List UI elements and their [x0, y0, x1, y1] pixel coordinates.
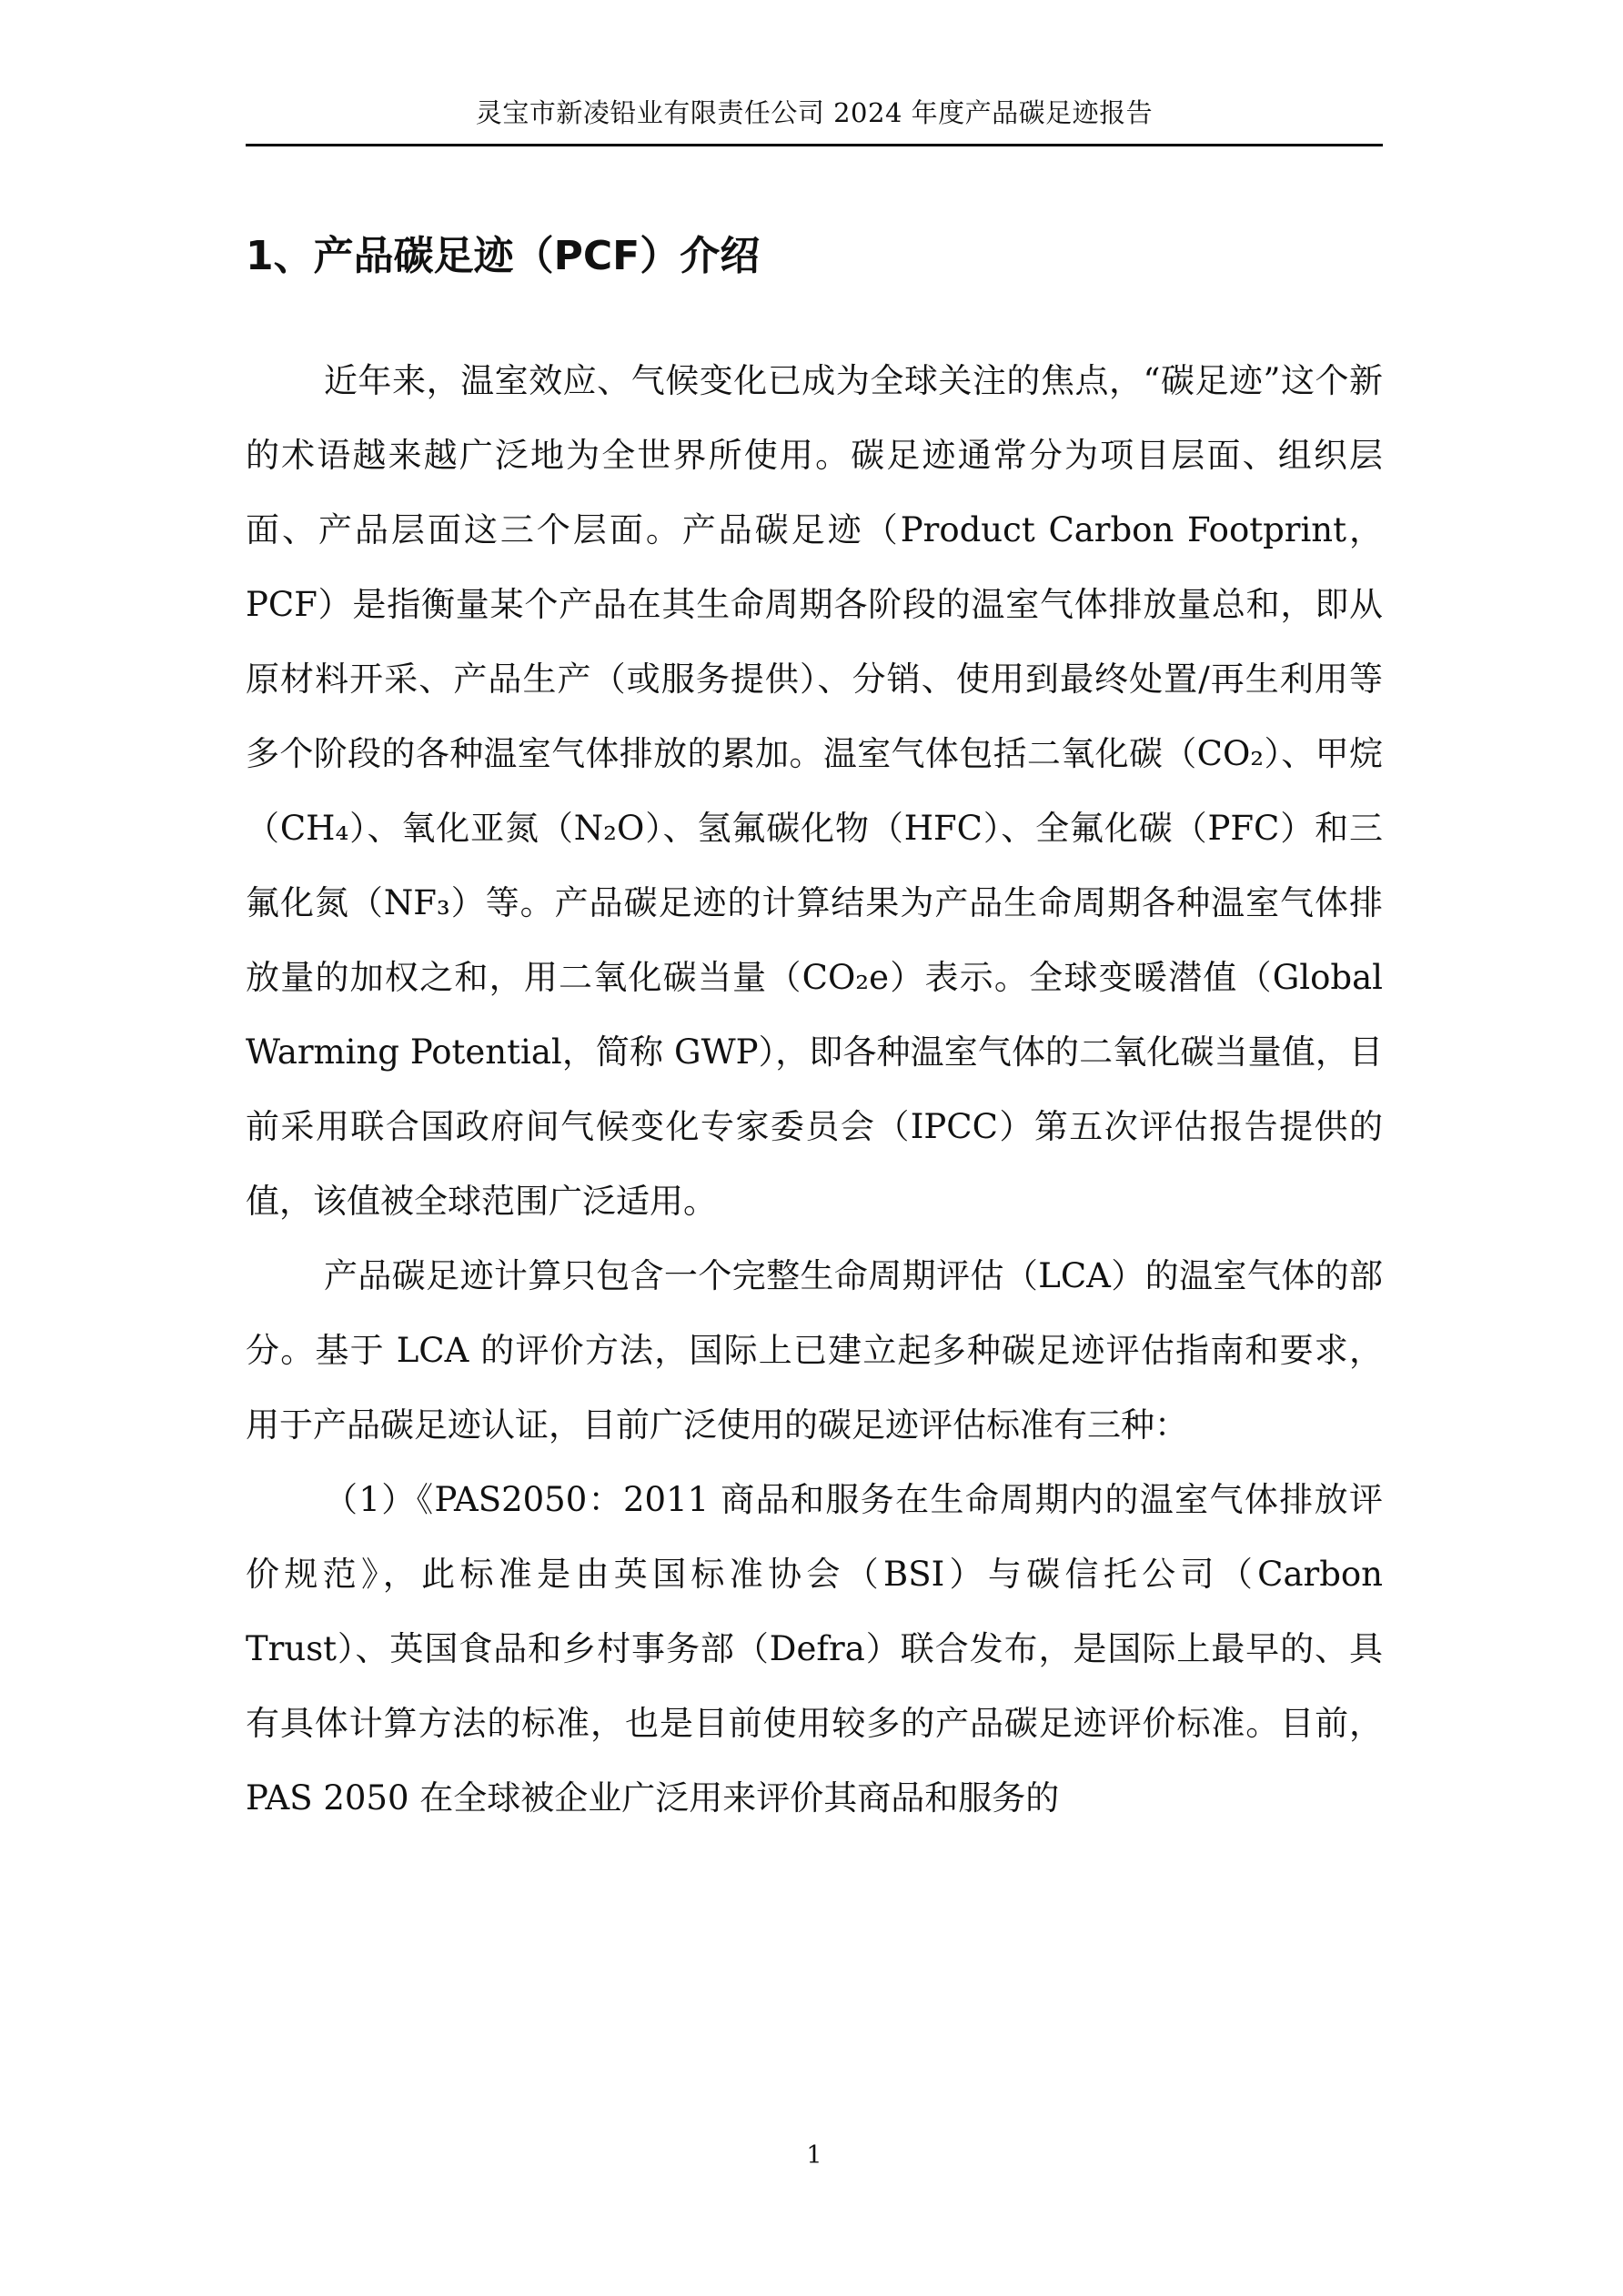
paragraph-intro: 近年来，温室效应、气候变化已成为全球关注的焦点，“碳足迹”这个新的术语越来越广泛地为全世界所使用。碳足迹通常分为项目层面、组织层面、产品层面这三个层面。产品碳足迹（Product Carbon Footprint，PCF）是指衡量某个产品在其生命周期各阶段的温室气体排放量总和，即从原材料开采、产品生产（或服务提供）、分销、使用到最终处置/再生利用等多个阶段的各种温室气体排放的累加。温室气体包括二氧化碳（CO₂）、甲烷（CH₄）、氧化亚氮（N₂O）、氢氟碳化物（HFC）、全氟化碳（PFC）和三氟化氮（NF₃）等。产品碳足迹的计算结果为产品生命周期各种温室气体排放量的加权之和，用二氧化碳当量（CO₂e）表示。全球变暖潜值（Global Warming Potential，简称 GWP），即各种温室气体的二氧化碳当量值，目前采用联合国政府间气候变化专家委员会（IPCC）第五次评估报告提供的值，该值被全球范围广泛适用。 [246, 361, 1383, 1221]
paragraph-pas2050: （1）《PAS2050：2011 商品和服务在生命周期内的温室气体排放评价规范》，此标准是由英国标准协会（BSI）与碳信托公司（Carbon Trust）、英国食品和乡村事务部（Defra）联合发布，是国际上最早的、具有具体计算方法的标准，也是目前使用较多的产品碳足迹评价标准。目前，PAS 2050 在全球被企业广泛用来评价其商品和服务的 [246, 1480, 1383, 1818]
section-heading: 1、产品碳足迹（PCF）介绍 [246, 233, 761, 279]
page-header: 灵宝市新凌铅业有限责任公司 2024 年度产品碳足迹报告 [475, 97, 1154, 128]
paragraph-lca: 产品碳足迹计算只包含一个完整生命周期评估（LCA）的温室气体的部分。基于 LCA 的评价方法，国际上已建立起多种碳足迹评估指南和要求，用于产品碳足迹认证，目前广泛使用的碳足迹评估标准有三种： [246, 1256, 1383, 1445]
header-rule [246, 144, 1383, 146]
page-number: 1 [806, 2141, 822, 2170]
body-text [246, 344, 1383, 1836]
